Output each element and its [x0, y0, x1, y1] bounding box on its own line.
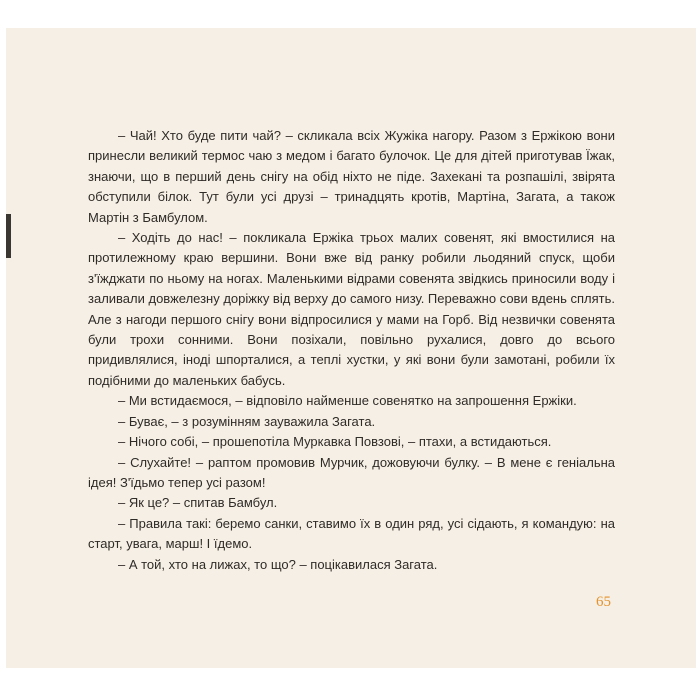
paragraph: – Чай! Хто буде пити чай? – скликала всіх Жужіка нагору. Разом з Ержікою вони принесли великий термос чаю з медом і багато булочок. Це для дітей приготував Їжак, знаючи, що в перший день снігу на обід ніхто не піде. Захекані та розпашілі, звірята обступили білок. Тут були усі друзі – тринадцять кротів, Мартіна, Загата, а також Мартін з Бамбулом.: [88, 128, 615, 225]
paragraph: – Ходіть до нас! – покликала Ержіка трьох малих совенят, які вмостилися на протилежному краю вершини. Вони вже від ранку робили льодяний спуск, щоби з'їжджати по ньому на ногах. Маленькими відрами совенята звідкись приносили воду і заливали довжелезну доріжку від верху до самого низу. Переважно сови вдень сплять. Але з нагоди першого снігу вони відпросилися у мами на Горб. Від незвички совенята були трохи сонними. Вони позіхали, повільно рухалися, довго до всього придивлялися, іноді шпорталися, а теплі хустки, у які вони були замотані, робили їх подібними до маленьких бабусь.: [88, 230, 615, 388]
story-text: [88, 126, 615, 575]
paragraph: – Буває, – з розумінням зауважила Загата.: [118, 413, 376, 429]
paragraph: – Ми встидаємося, – відповіло найменше совенятко на запрошення Ержіки.: [118, 393, 577, 409]
paragraph: – Правила такі: беремо санки, ставимо їх в один ряд, усі сідають, я командую: на старт, увага, марш! І їдемо.: [88, 515, 615, 552]
paragraph: – Нічого собі, – прошепотіла Муркавка Повзові, – птахи, а встидаються.: [118, 434, 552, 450]
paragraph: – Як це? – спитав Бамбул.: [118, 495, 278, 511]
page-number: 65: [596, 594, 611, 610]
paragraph: – А той, хто на лижах, то що? – поцікавилася Загата.: [118, 556, 438, 572]
paragraph: – Слухайте! – раптом промовив Мурчик, дожовуючи булку. – В мене є геніальна ідея! З'їдьмо тепер усі разом!: [88, 454, 615, 490]
binding-edge-mark: [6, 214, 11, 258]
